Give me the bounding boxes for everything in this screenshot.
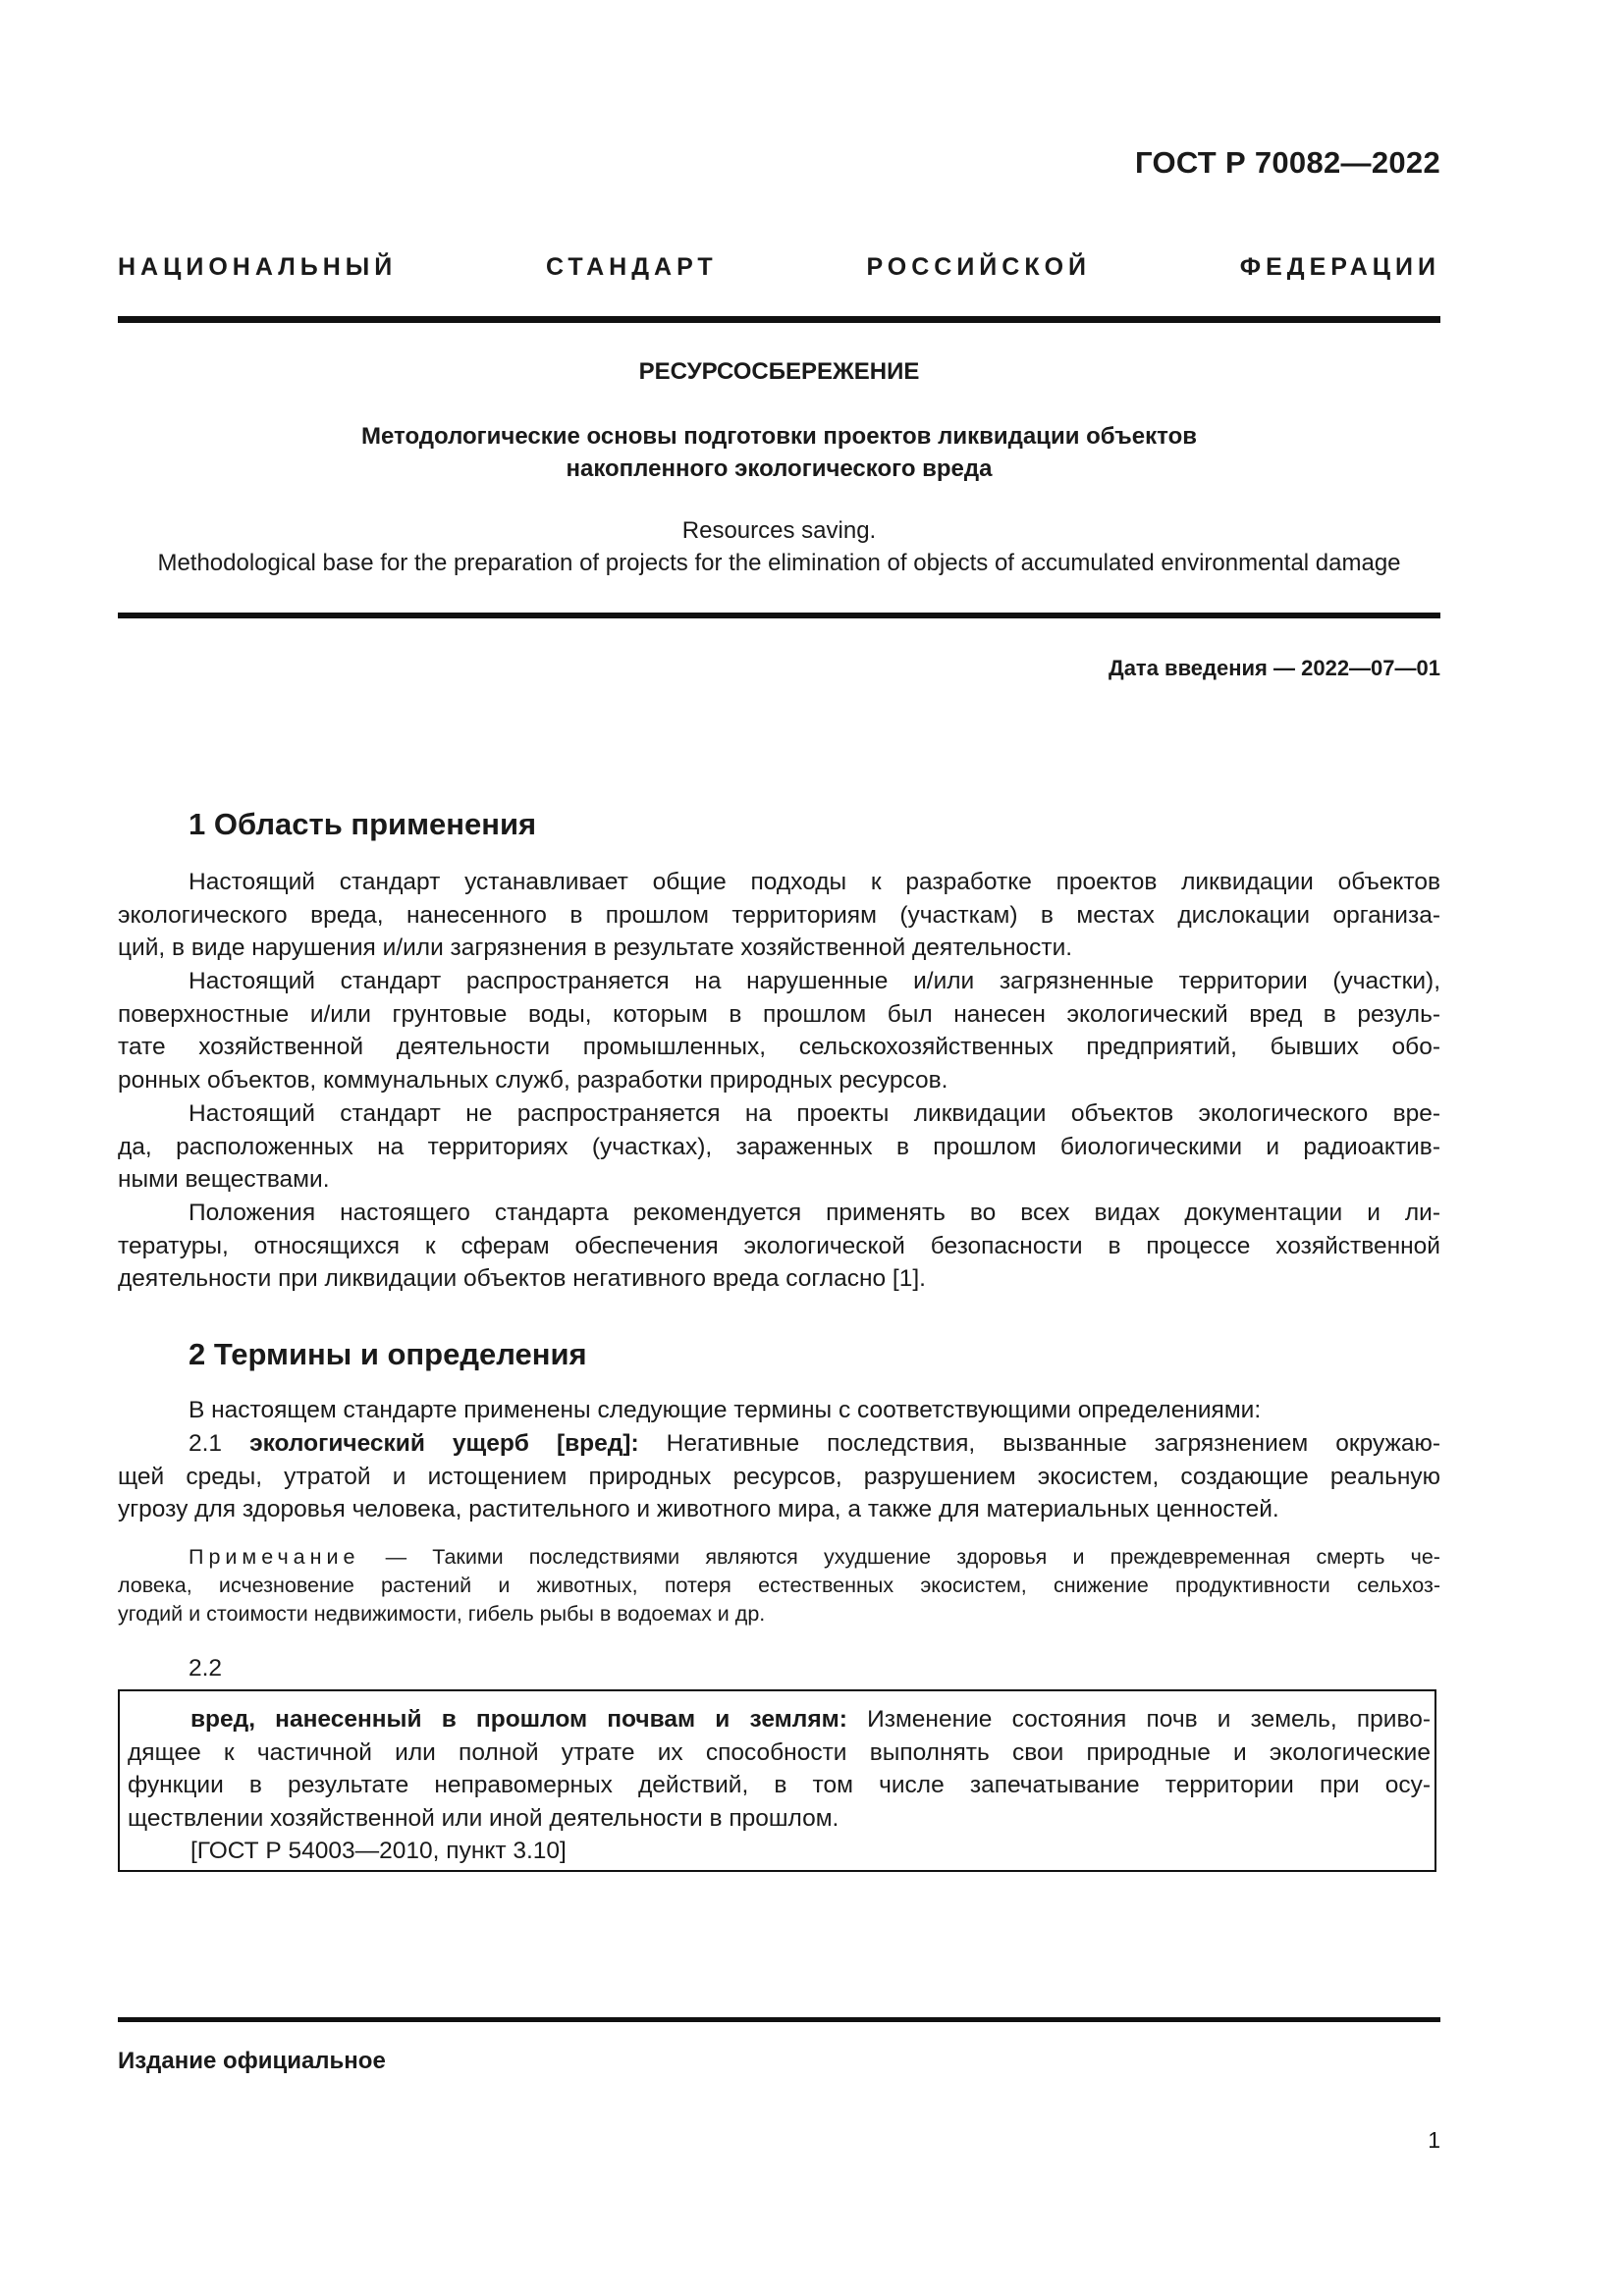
text-line: угодий и стоимости недвижимости, гибель рыбы в водоемах и др. <box>118 1602 766 1626</box>
quoted-term-content <box>120 1703 1438 1868</box>
english-title-line: Resources saving. <box>681 517 877 544</box>
text-line: щей среды, утратой и истощением природных ресурсов, разрушением экосистем, создающие реальную <box>118 1463 1440 1490</box>
quoted-term-box <box>118 1689 1436 1872</box>
note-label: Примечание <box>189 1545 360 1569</box>
term-name: вред, нанесенный в прошлом почвам и землям: <box>190 1706 847 1733</box>
subtitle-line: накопленного экологического вреда <box>566 455 993 482</box>
text-line: ществлении хозяйственной или иной деятельности в прошлом. <box>128 1804 839 1832</box>
section-heading-terms: 2 Термины и определения <box>189 1337 587 1371</box>
term-text: Изменение состояния почв и земель, приво- <box>867 1706 1431 1733</box>
text-line: тературы, относящихся к сферам обеспечения экологической безопасности в процессе хозяйственной <box>118 1232 1440 1259</box>
source-reference: [ГОСТ Р 54003—2010, пункт 3.10] <box>190 1838 567 1864</box>
text-line: поверхностные и/или грунтовые воды, которым в прошлом был нанесен экологический вред в резуль- <box>118 1000 1440 1028</box>
national-standard-banner <box>118 253 1440 282</box>
text-line <box>128 1703 1431 1736</box>
text-line: В настоящем стандарте применены следующие термины с соответствующими определениями: <box>189 1397 1262 1423</box>
note-dash: — <box>385 1545 407 1569</box>
text-line: ронных объектов, коммунальных служб, разработки природных ресурсов. <box>118 1066 948 1094</box>
english-title <box>118 514 1440 579</box>
term-number: 2.2 <box>189 1655 223 1682</box>
standard-subtitle <box>118 420 1440 485</box>
paragraph <box>118 1097 1440 1197</box>
document-number: ГОСТ Р 70082—2022 <box>1135 145 1440 180</box>
title-divider <box>118 613 1440 618</box>
text-line: тате хозяйственной деятельности промышленных, сельскохозяйственных предприятий, бывших обо- <box>118 1034 1440 1060</box>
text-line: Настоящий стандарт распространяется на нарушенные и/или загрязненные территории (участки), <box>189 968 1440 994</box>
english-title-line: Methodological base for the preparation of projects for the elimination of objects of accumulated environmental damage <box>157 550 1401 576</box>
text-line: функции в результате неправомерных действий, в том числе запечатывание территории при осу- <box>128 1772 1431 1798</box>
text-line: да, расположенных на территориях (участках), зараженных в прошлом биологическими и радиоактив- <box>118 1133 1440 1160</box>
banner-word: ФЕДЕРАЦИИ <box>1239 253 1440 281</box>
introduction-date: Дата введения — 2022—07—01 <box>1109 656 1440 680</box>
header-divider <box>118 316 1440 323</box>
section-heading-scope: 1 Область применения <box>189 807 537 841</box>
text-line: угрозу для здоровья человека, растительного и животного мира, а также для материальных ценностей. <box>118 1496 1279 1522</box>
text-line: ловека, исчезновение растений и животных, потеря естественных экосистем, снижение продуктивности сельхоз- <box>118 1574 1440 1597</box>
paragraph <box>118 1197 1440 1296</box>
subtitle-line: Методологические основы подготовки проектов ликвидации объектов <box>360 423 1197 450</box>
text-line: экологического вреда, нанесенного в прошлом территориям (участкам) в местах дислокации организа- <box>118 901 1440 929</box>
text-line: ций, в виде нарушения и/или загрязнения в результате хозяйственной деятельности. <box>118 934 1073 961</box>
banner-word: НАЦИОНАЛЬНЫЙ <box>118 253 398 281</box>
text-line: деятельности при ликвидации объектов негативного вреда согласно [1]. <box>118 1265 926 1292</box>
text-line: Настоящий стандарт не распространяется на проекты ликвидации объектов экологического вре- <box>189 1100 1440 1127</box>
paragraph <box>118 1394 1440 1427</box>
paragraph <box>118 866 1440 965</box>
page-number: 1 <box>1428 2127 1440 2153</box>
term-number: 2.1 <box>189 1430 223 1457</box>
text-line <box>118 1543 1440 1572</box>
edition-label: Издание официальное <box>118 2048 386 2074</box>
banner-word: РОССИЙСКОЙ <box>866 253 1092 281</box>
paragraph <box>118 965 1440 1096</box>
footer-divider <box>118 2017 1440 2022</box>
term-text: Негативные последствия, вызванные загрязнением окружаю- <box>666 1430 1441 1457</box>
document-page <box>118 0 1440 2296</box>
banner-word: СТАНДАРТ <box>545 253 718 281</box>
text-line: дящее к частичной или полной утрате их способности выполнять свои природные и экологические <box>128 1738 1431 1766</box>
text-line: ными веществами. <box>118 1166 330 1193</box>
standard-title: РЕСУРСОСБЕРЕЖЕНИЕ <box>638 358 920 385</box>
note <box>118 1543 1440 1629</box>
text-line <box>118 1427 1440 1461</box>
note-text: Такими последствиями являются ухудшение здоровья и преждевременная смерть че- <box>432 1545 1440 1569</box>
text-line: Положения настоящего стандарта рекомендуется применять во всех видах документации и ли- <box>189 1200 1440 1226</box>
term-name: экологический ущерб [вред]: <box>249 1430 639 1457</box>
term-definition <box>118 1427 1440 1526</box>
text-line: Настоящий стандарт устанавливает общие подходы к разработке проектов ликвидации объектов <box>189 869 1440 895</box>
